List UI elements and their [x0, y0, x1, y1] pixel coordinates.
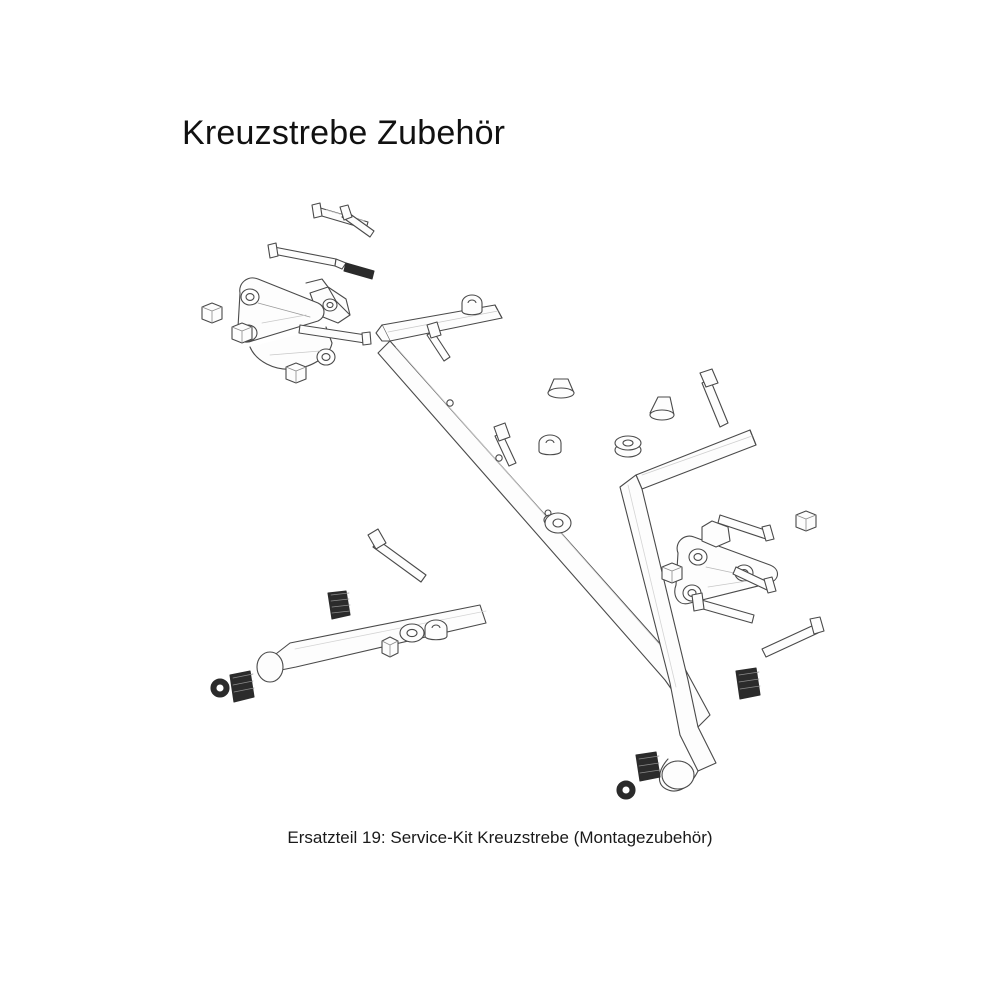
- nut-flange-center: [615, 436, 641, 457]
- joint-center: [544, 513, 571, 533]
- bolt-long-lower-right: [762, 617, 824, 657]
- cone-nut-center-right: [650, 397, 674, 420]
- end-cap-lower-right: [736, 668, 760, 699]
- bolt-long-left-mid: [368, 529, 426, 582]
- nut-cap-left-a: [202, 303, 222, 323]
- nut-lower-left-small: [382, 637, 398, 657]
- bolt-upper-left-angled: [268, 243, 346, 269]
- exploded-diagram-figure: [150, 175, 870, 815]
- diagram-canvas: [150, 175, 870, 815]
- bolt-lower-right-c: [692, 593, 754, 623]
- figure-caption: Ersatzteil 19: Service-Kit Kreuzstrebe (Montagezubehör): [287, 828, 713, 847]
- washer-center-mid: [539, 435, 561, 455]
- washer-lower-left-b: [425, 620, 447, 640]
- end-cap-left-bottom: [211, 671, 254, 702]
- page-title: Kreuzstrebe Zubehör: [182, 114, 506, 152]
- nut-cap-left-c: [286, 363, 306, 383]
- bolt-right-upper: [700, 369, 728, 427]
- nut-cap-left-b: [232, 323, 252, 343]
- washer-center-upper: [462, 295, 482, 315]
- spacer-cone-center: [548, 379, 574, 398]
- end-cap-lower-left: [328, 591, 350, 619]
- pin-dark: [344, 263, 374, 279]
- nut-cap-right-a: [796, 511, 816, 531]
- end-cap-bottom-center: [617, 752, 660, 799]
- nut-cap-right-b: [662, 563, 682, 583]
- tube-upper-right: [636, 430, 756, 489]
- washer-lower-left-a: [400, 624, 424, 642]
- tube-lower-right-end: [659, 759, 698, 791]
- tube-lower-left: [257, 605, 486, 682]
